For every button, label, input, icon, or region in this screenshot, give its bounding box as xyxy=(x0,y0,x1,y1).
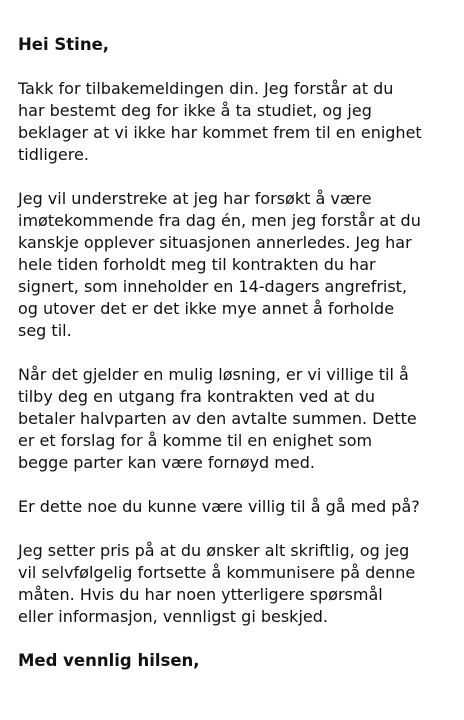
spacer xyxy=(18,166,446,188)
spacer xyxy=(18,56,446,78)
spacer xyxy=(18,628,446,650)
spacer xyxy=(18,342,446,364)
letter-signoff: Med vennlig hilsen, xyxy=(18,651,200,670)
spacer xyxy=(18,518,446,540)
paragraph-1: Takk for tilbakemeldingen din. Jeg forstår at du har bestemt deg for ikke å ta studiet, og jeg beklager at vi ikke har kommet frem til en enighet tidligere. xyxy=(18,79,422,164)
spacer xyxy=(18,474,446,496)
paragraph-2: Jeg vil understreke at jeg har forsøkt å være imøtekommende fra dag én, men jeg forstår at du kanskje opplever situasjonen annerledes. Jeg har hele tiden forholdt meg til kontrakten du har signert, som inneholder en 14-dagers angrefrist, og utover det er det ikke mye annet å forholde seg til. xyxy=(18,189,421,340)
paragraph-4: Er dette noe du kunne være villig til å gå med på? xyxy=(18,497,420,516)
letter-greeting: Hei Stine, xyxy=(18,35,110,54)
paragraph-3: Når det gjelder en mulig løsning, er vi villige til å tilby deg en utgang fra kontrakten ved at du betaler halvparten av den avtalte summen. Dette er et forslag for å komme til en enighet som begge parter kan være fornøyd med. xyxy=(18,365,417,472)
paragraph-5: Jeg setter pris på at du ønsker alt skriftlig, og jeg vil selvfølgelig fortsette å kommunisere på denne måten. Hvis du har noen ytterligere spørsmål eller informasjon, vennligst gi beskjed. xyxy=(18,541,416,626)
